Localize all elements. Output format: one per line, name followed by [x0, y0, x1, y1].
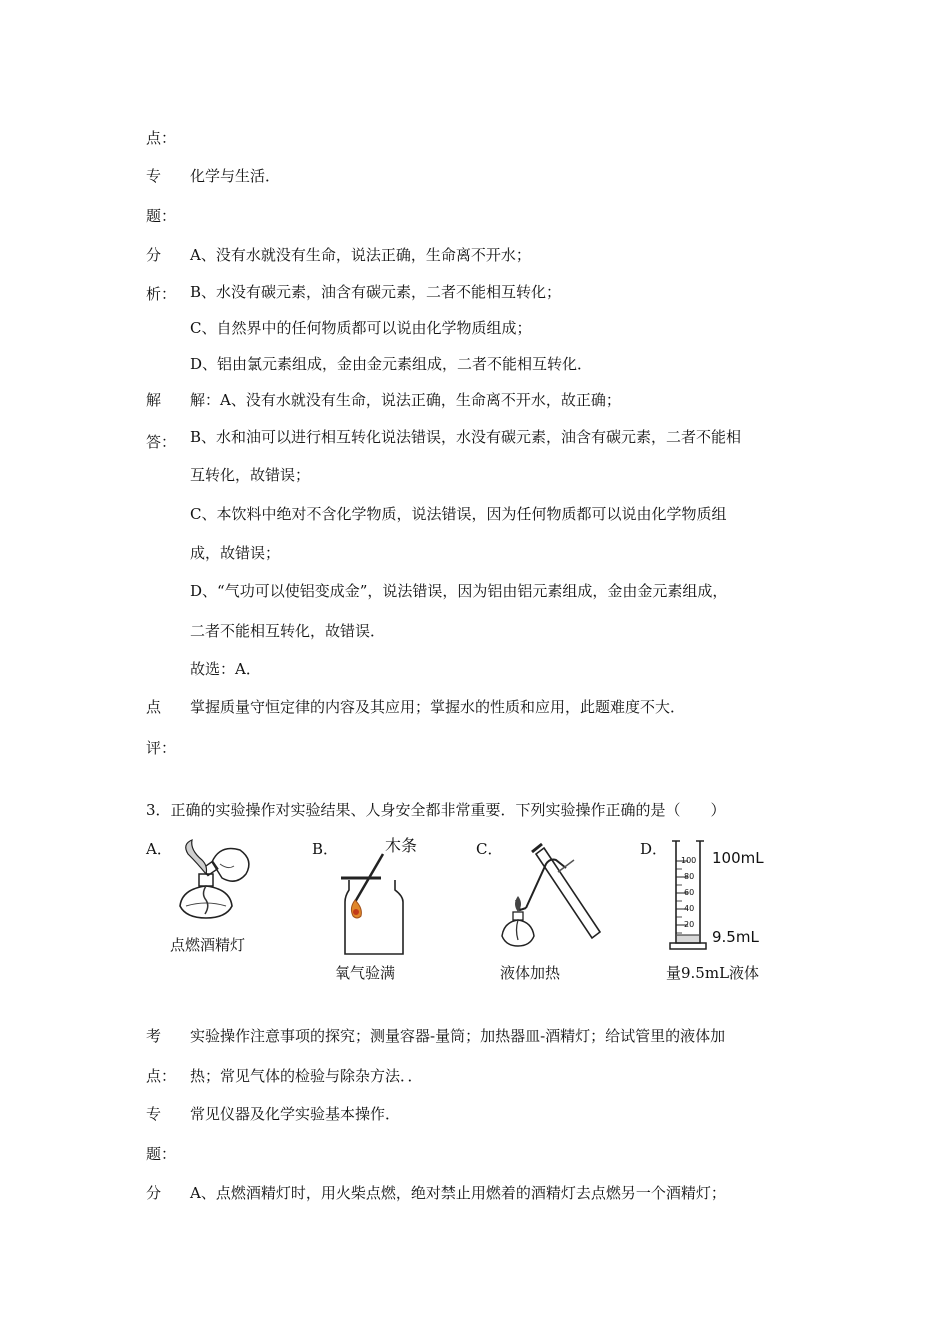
kaodian-label-2: 点： [146, 1067, 177, 1085]
option-c-caption: 液体加热 [500, 964, 561, 982]
option-a-letter: A． [146, 840, 172, 858]
liquid-heating-figure [496, 838, 608, 956]
option-c-letter: C． [476, 840, 503, 858]
cylinder-tick-label: 60 [684, 888, 695, 897]
zhuanti-label: 专 [146, 1105, 162, 1123]
jieda-label: 解 [146, 391, 162, 409]
zhuanti-text: 常见仪器及化学实验基本操作． [190, 1105, 401, 1123]
jieda-line: 故选：A． [190, 660, 261, 678]
fenxi-line: B、水没有碳元素，油含有碳元素，二者不能相互转化； [190, 283, 562, 301]
option-b-figure-label: 木条 [385, 836, 418, 855]
zhuanti-label: 专 [146, 167, 162, 185]
dianping-text: 掌握质量守恒定律的内容及其应用；掌握水的性质和应用，此题难度不大． [190, 698, 686, 716]
jieda-line: 解：A、没有水就没有生命，说法正确，生命离不开水，故正确； [190, 391, 621, 409]
option-b-caption: 氧气验满 [335, 964, 396, 982]
option-a-caption: 点燃酒精灯 [170, 936, 246, 954]
jieda-label-2: 答： [146, 433, 177, 451]
kaodian-label-tail: 点： [146, 129, 177, 147]
cylinder-tick-label: 20 [684, 920, 695, 929]
jieda-line: 成，故错误； [190, 544, 281, 562]
zhuanti-label-2: 题： [146, 1145, 177, 1163]
zhuanti-text: 化学与生活． [190, 167, 281, 185]
cylinder-tick-label: 100 [681, 856, 697, 865]
dianping-label: 点 [146, 698, 162, 716]
fenxi-label-2: 析： [146, 285, 177, 303]
option-b-letter: B． [312, 840, 339, 858]
zhuanti-label-2: 题： [146, 207, 177, 225]
fenxi-line: C、自然界中的任何物质都可以说由化学物质组成； [190, 319, 532, 337]
kaodian-line: 实验操作注意事项的探究；测量容器-量筒；加热器皿-酒精灯；给试管里的液体加 [190, 1027, 726, 1045]
graduated-cylinder-figure [668, 835, 712, 959]
fenxi-line: A、没有水就没有生命，说法正确，生命离不开水； [190, 246, 531, 264]
cylinder-tick-label: 80 [684, 872, 695, 881]
jieda-line: B、水和油可以进行相互转化说法错误，水没有碳元素，油含有碳元素，二者不能相 [190, 428, 742, 446]
cylinder-bottom-label: 9.5mL [712, 928, 759, 946]
jieda-line: 二者不能相互转化，故错误． [190, 622, 386, 640]
kaodian-label: 考 [146, 1027, 162, 1045]
fenxi-line: D、铝由氯元素组成，金由金元素组成，二者不能相互转化． [190, 355, 593, 373]
fenxi-label: 分 [146, 1184, 162, 1202]
kaodian-line: 热；常见气体的检验与除杂方法．． [190, 1067, 423, 1085]
fenxi-line: A、点燃酒精灯时，用火柴点燃，绝对禁止用燃着的酒精灯去点燃另一个酒精灯； [190, 1184, 726, 1202]
alcohol-lamp-lighting-figure [168, 834, 258, 934]
option-d-letter: D． [640, 840, 668, 858]
dianping-label-2: 评： [146, 739, 177, 757]
cylinder-tick-label: 40 [684, 904, 695, 913]
jieda-line: C、本饮料中绝对不含化学物质，说法错误，因为任何物质都可以说由化学物质组 [190, 505, 727, 523]
question-stem: 3．正确的实验操作对实验结果、人身安全都非常重要．下列实验操作正确的是（ ） [146, 801, 726, 819]
jieda-line: 互转化，故错误； [190, 466, 311, 484]
jieda-line: D、“气功可以使铝变成金”，说法错误，因为铝由铝元素组成，金由金元素组成， [190, 582, 728, 600]
cylinder-top-label: 100mL [712, 849, 764, 867]
fenxi-label: 分 [146, 246, 162, 264]
option-d-caption: 量9.5mL液体 [666, 964, 760, 982]
oxygen-test-figure [335, 852, 415, 957]
